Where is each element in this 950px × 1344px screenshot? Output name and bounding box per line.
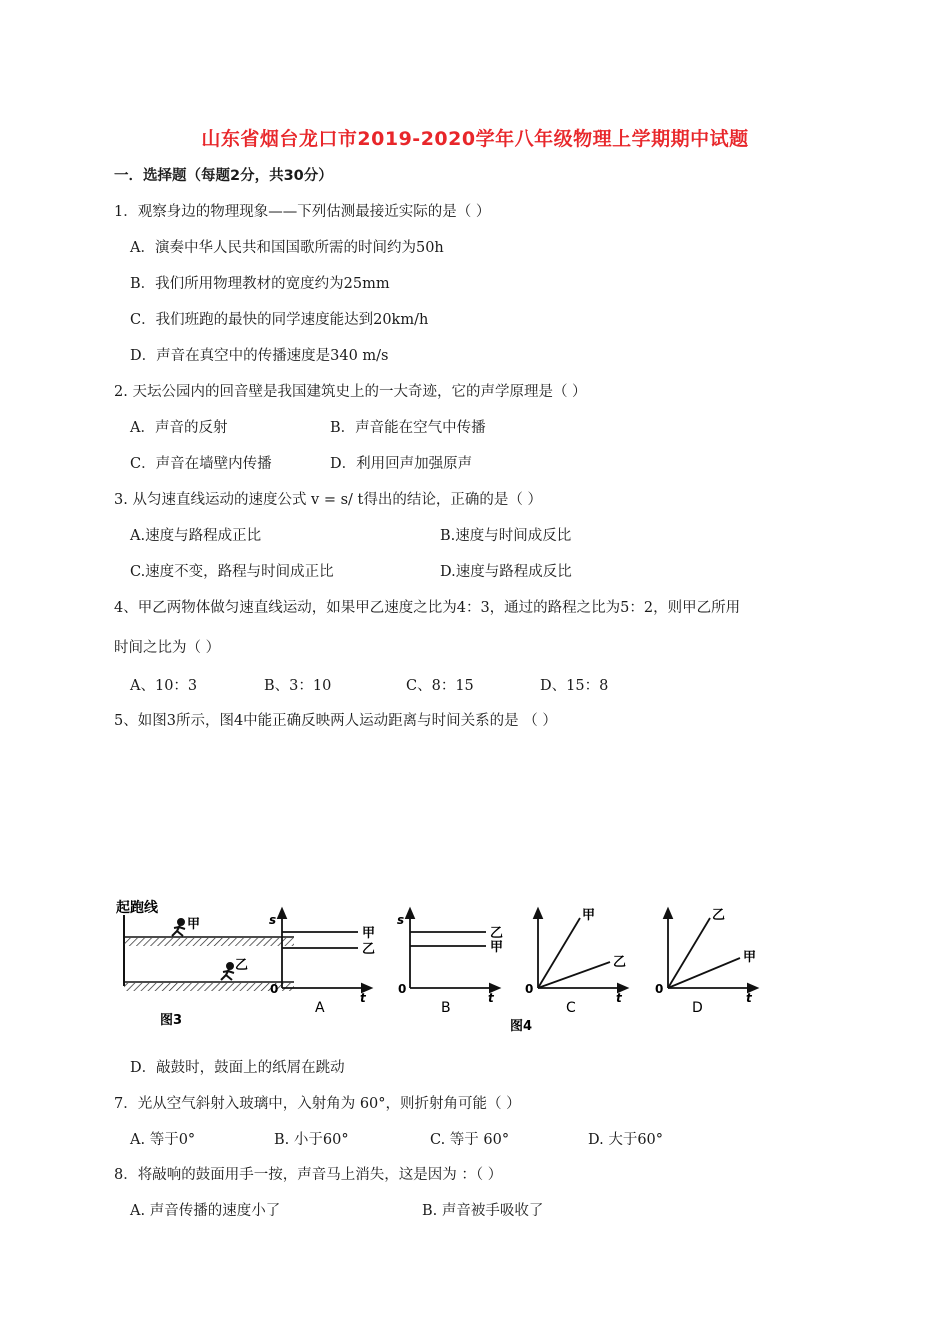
section-heading: 一．选择题（每题2分，共30分） [114, 168, 333, 184]
page-title: 山东省烟台龙口市2019-2020学年八年级物理上学期期中试题 [201, 128, 749, 150]
q2-stem: 2. 天坛公园内的回音壁是我国建筑史上的一大奇迹，它的声学原理是（ ） [114, 384, 587, 400]
q7-option-a: A. 等于0° [130, 1132, 196, 1148]
q8-option-a: A. 声音传播的速度小了 [130, 1203, 281, 1219]
q8-stem: 8．将敲响的鼓面用手一按，声音马上消失，这是因为 ：（ ） [114, 1167, 503, 1183]
graph-c-label-jia: 甲 [582, 908, 596, 923]
graph-a-t-axis: t [360, 991, 366, 1005]
runner-yi-icon [221, 963, 234, 980]
q2-option-c: C．声音在墙壁内传播 [130, 456, 272, 472]
graph-c [510, 908, 626, 1034]
graph-c-line-yi [538, 962, 610, 988]
q3-option-b: B.速度与时间成反比 [440, 528, 572, 544]
graph-c-label-yi: 乙 [613, 955, 627, 970]
q2-option-d: D．利用回声加强原声 [330, 456, 473, 472]
q6-option-d: D．敲鼓时，鼓面上的纸屑在跳动 [130, 1060, 345, 1076]
graph-b-label-yi: 乙 [490, 926, 504, 941]
figure-3-caption: 图3 [160, 1013, 183, 1028]
graph-a-caption: A [315, 1000, 325, 1016]
q5-stem: 5、如图3所示，图4中能正确反映两人运动距离与时间关系的是 （ ） [114, 713, 557, 729]
q4-option-a: A、10：3 [130, 678, 198, 694]
graph-b-label-jia: 甲 [490, 940, 504, 955]
graph-b [397, 912, 503, 1016]
q1-option-b: B．我们所用物理教材的宽度约为25mm [130, 276, 390, 292]
runner-yi-label: 乙 [235, 958, 249, 973]
graph-a-label-jia: 甲 [362, 926, 376, 941]
q2-option-a: A．声音的反射 [130, 420, 228, 436]
q4-option-d: D、15：8 [540, 678, 609, 694]
figure-3 [116, 899, 294, 1028]
graph-c-t-axis: t [616, 991, 622, 1005]
graph-a-s-axis: s [269, 913, 277, 927]
graph-a-label-yi: 乙 [362, 942, 376, 957]
q7-option-c: C. 等于 60° [430, 1132, 510, 1148]
q4-stem-line2: 时间之比为（ ） [114, 640, 221, 656]
graph-a-origin: 0 [270, 982, 279, 996]
q3-stem: 3. 从匀速直线运动的速度公式 v = s/ t得出的结论，正确的是（ ） [114, 492, 542, 508]
start-line-label: 起跑线 [116, 900, 158, 916]
graph-d-line-yi [668, 918, 710, 988]
q2-option-b: B．声音能在空气中传播 [330, 420, 486, 436]
q1-option-a: A．演奏中华人民共和国国歌所需的时间约为50h [130, 240, 444, 256]
graph-b-t-axis: t [488, 991, 494, 1005]
graph-d-label-jia: 甲 [743, 950, 757, 965]
graph-c-line-jia [538, 918, 580, 988]
q7-option-d: D. 大于60° [588, 1132, 664, 1148]
graph-d-line-jia [668, 958, 740, 988]
q4-option-c: C、8：15 [406, 678, 474, 694]
q3-option-c: C.速度不变，路程与时间成正比 [130, 564, 334, 580]
graph-a [269, 912, 375, 1016]
q3-option-a: A.速度与路程成正比 [130, 528, 262, 544]
graph-d-caption: D [692, 1000, 703, 1016]
q1-option-d: D．声音在真空中的传播速度是340 m/s [130, 348, 389, 364]
runner-jia-icon [172, 919, 185, 936]
q8-option-b: B. 声音被手吸收了 [422, 1203, 544, 1219]
q1-option-c: C．我们班跑的最快的同学速度能达到20km/h [130, 312, 429, 328]
q4-option-b: B、3：10 [264, 678, 332, 694]
graph-d [655, 908, 756, 1016]
figure-4-caption: 图4 [510, 1019, 533, 1034]
q7-stem: 7．光从空气斜射入玻璃中，入射角为 60°，则折射角可能（ ） [114, 1096, 521, 1112]
graph-d-t-axis: t [746, 991, 752, 1005]
track-lower [124, 983, 294, 991]
graph-b-s-axis: s [397, 913, 405, 927]
runner-jia-label: 甲 [187, 917, 201, 932]
q3-option-d: D.速度与路程成反比 [440, 564, 572, 580]
graph-b-origin: 0 [398, 982, 407, 996]
graph-d-label-yi: 乙 [712, 908, 726, 923]
q1-stem: 1．观察身边的物理现象——下列估测最接近实际的是（ ） [114, 204, 491, 220]
graph-c-caption: C [566, 1000, 576, 1016]
graph-c-origin: 0 [525, 982, 534, 996]
graph-b-caption: B [441, 1000, 451, 1016]
graph-d-origin: 0 [655, 982, 664, 996]
track-upper [124, 938, 294, 946]
q4-stem-line1: 4、甲乙两物体做匀速直线运动，如果甲乙速度之比为4：3，通过的路程之比为5：2，则甲乙所用 [114, 600, 741, 616]
q7-option-b: B. 小于60° [274, 1132, 349, 1148]
